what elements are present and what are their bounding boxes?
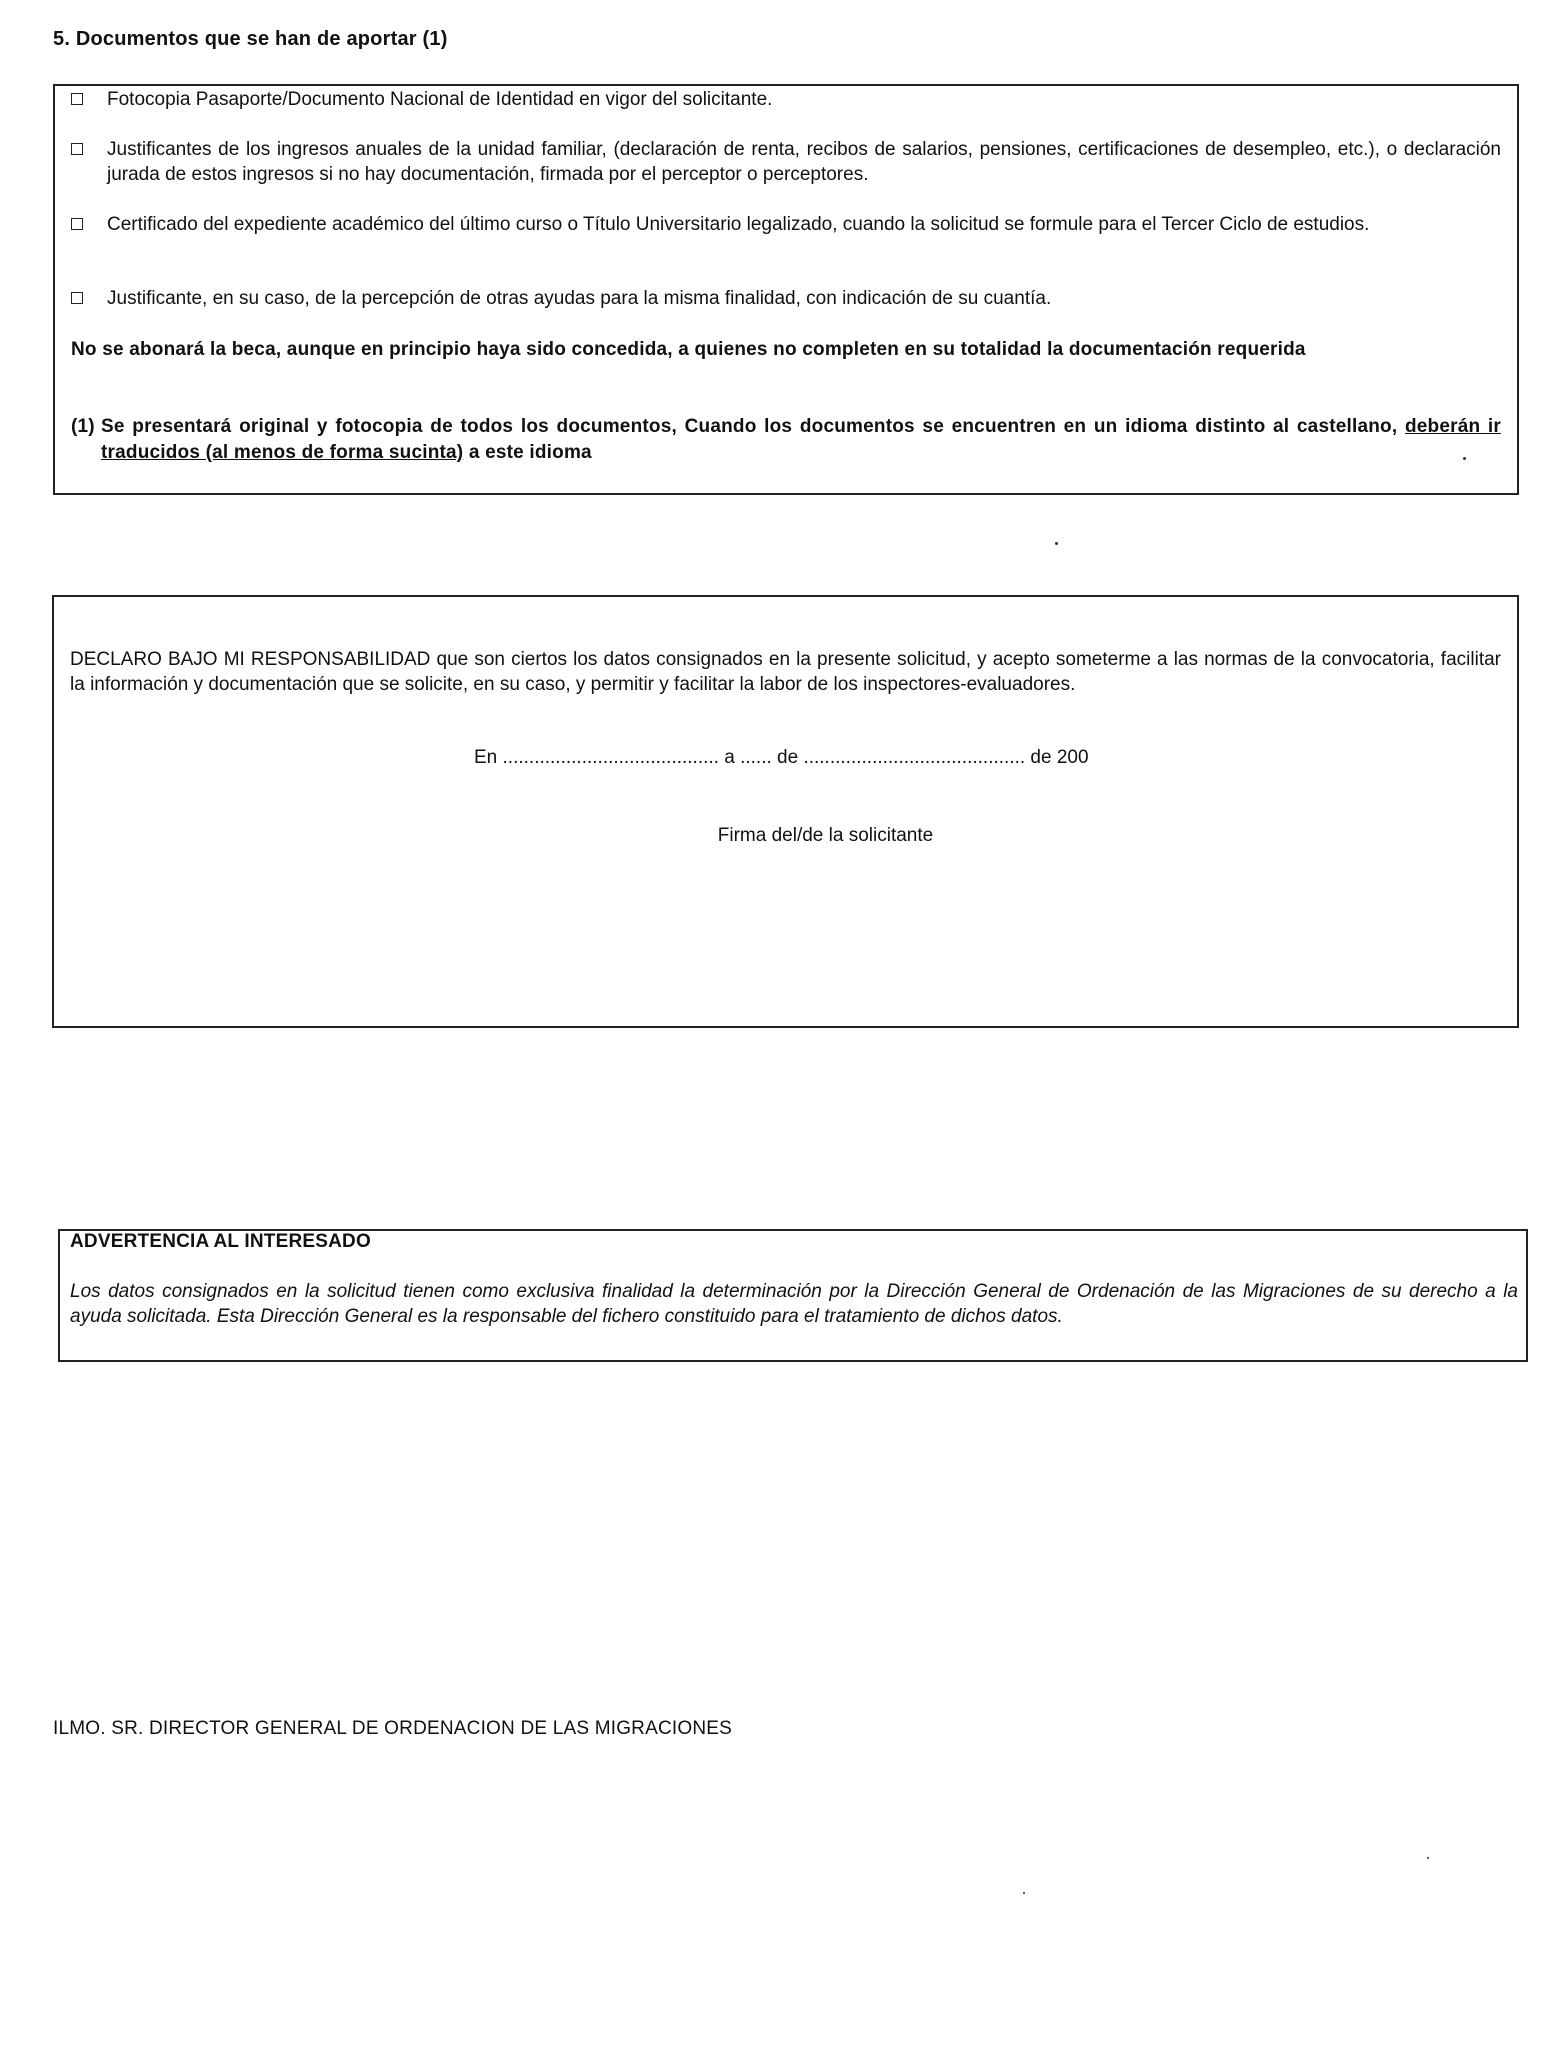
footnote-underlined: deberán ir traducidos (al menos de forma sucinta) xyxy=(101,416,1501,463)
document-item-label: Certificado del expediente académico del último curso o Título Universitario legalizado, cuando la solicitud se formule para el Tercer Ciclo de estudios. xyxy=(107,214,1370,235)
date-line[interactable]: En ......................................... a ...... de .......................................... de 200 xyxy=(474,747,1089,768)
document-item-label: Justificante, en su caso, de la percepción de otras ayudas para la misma finalidad, con indicación de su cuantía. xyxy=(107,288,1052,309)
document-item-label: Fotocopia Pasaporte/Documento Nacional de Identidad en vigor del solicitante. xyxy=(107,89,773,110)
section-title: 5. Documentos que se han de aportar (1) xyxy=(53,28,448,50)
declaration-box xyxy=(52,595,1519,1028)
document-item xyxy=(71,87,1501,112)
footnote-number: (1) xyxy=(71,416,95,437)
warning-title: ADVERTENCIA AL INTERESADO xyxy=(70,1231,371,1252)
declaration-text: DECLARO BAJO MI RESPONSABILIDAD que son ciertos los datos consignados en la presente solicitud, y acepto someterme a las normas de la convocatoria, facilitar la información y documentación que se solicite, en su caso, y permitir y facilitar la labor de los inspectores-evaluadores. xyxy=(70,649,1501,695)
checkbox-academic-record[interactable] xyxy=(71,218,83,230)
warning-text: Los datos consignados en la solicitud tienen como exclusiva finalidad la determinación por la Dirección General de Ordenación de las Migraciones de su derecho a la ayuda solicitada. Esta Dirección General es la responsable del fichero constituido para el tratamiento de dichos datos. xyxy=(70,1281,1518,1327)
scan-speck xyxy=(1023,1892,1025,1894)
document-item xyxy=(71,286,1501,311)
checkbox-passport[interactable] xyxy=(71,93,83,105)
addressee: ILMO. SR. DIRECTOR GENERAL DE ORDENACION DE LAS MIGRACIONES xyxy=(53,1718,733,1739)
signature-label: Firma del/de la solicitante xyxy=(717,825,934,846)
warning-box xyxy=(58,1229,1528,1362)
footnote-text: Se presentará original y fotocopia de todos los documentos, Cuando los documentos se encuentren en un idioma distinto al castellano, xyxy=(101,416,1405,437)
document-item xyxy=(71,137,1501,187)
document-item-label: Justificantes de los ingresos anuales de la unidad familiar, (declaración de renta, recibos de salarios, pensiones, certificaciones de desempleo, etc.), o declaración jurada de estos ingresos si no hay documentación, firmada por el perceptor o perceptores. xyxy=(107,139,1501,185)
documents-box xyxy=(53,84,1519,495)
checkbox-other-aid[interactable] xyxy=(71,292,83,304)
footnote-text-end: a este idioma xyxy=(463,442,592,463)
scan-speck xyxy=(1463,457,1466,460)
footnote xyxy=(71,414,1501,466)
document-item xyxy=(71,212,1501,237)
payment-note: No se abonará la beca, aunque en principio haya sido concedida, a quienes no completen en su totalidad la documentación requerida xyxy=(71,339,1306,360)
checkbox-income[interactable] xyxy=(71,143,83,155)
scan-speck xyxy=(1055,542,1058,545)
scan-speck xyxy=(1427,1857,1429,1859)
